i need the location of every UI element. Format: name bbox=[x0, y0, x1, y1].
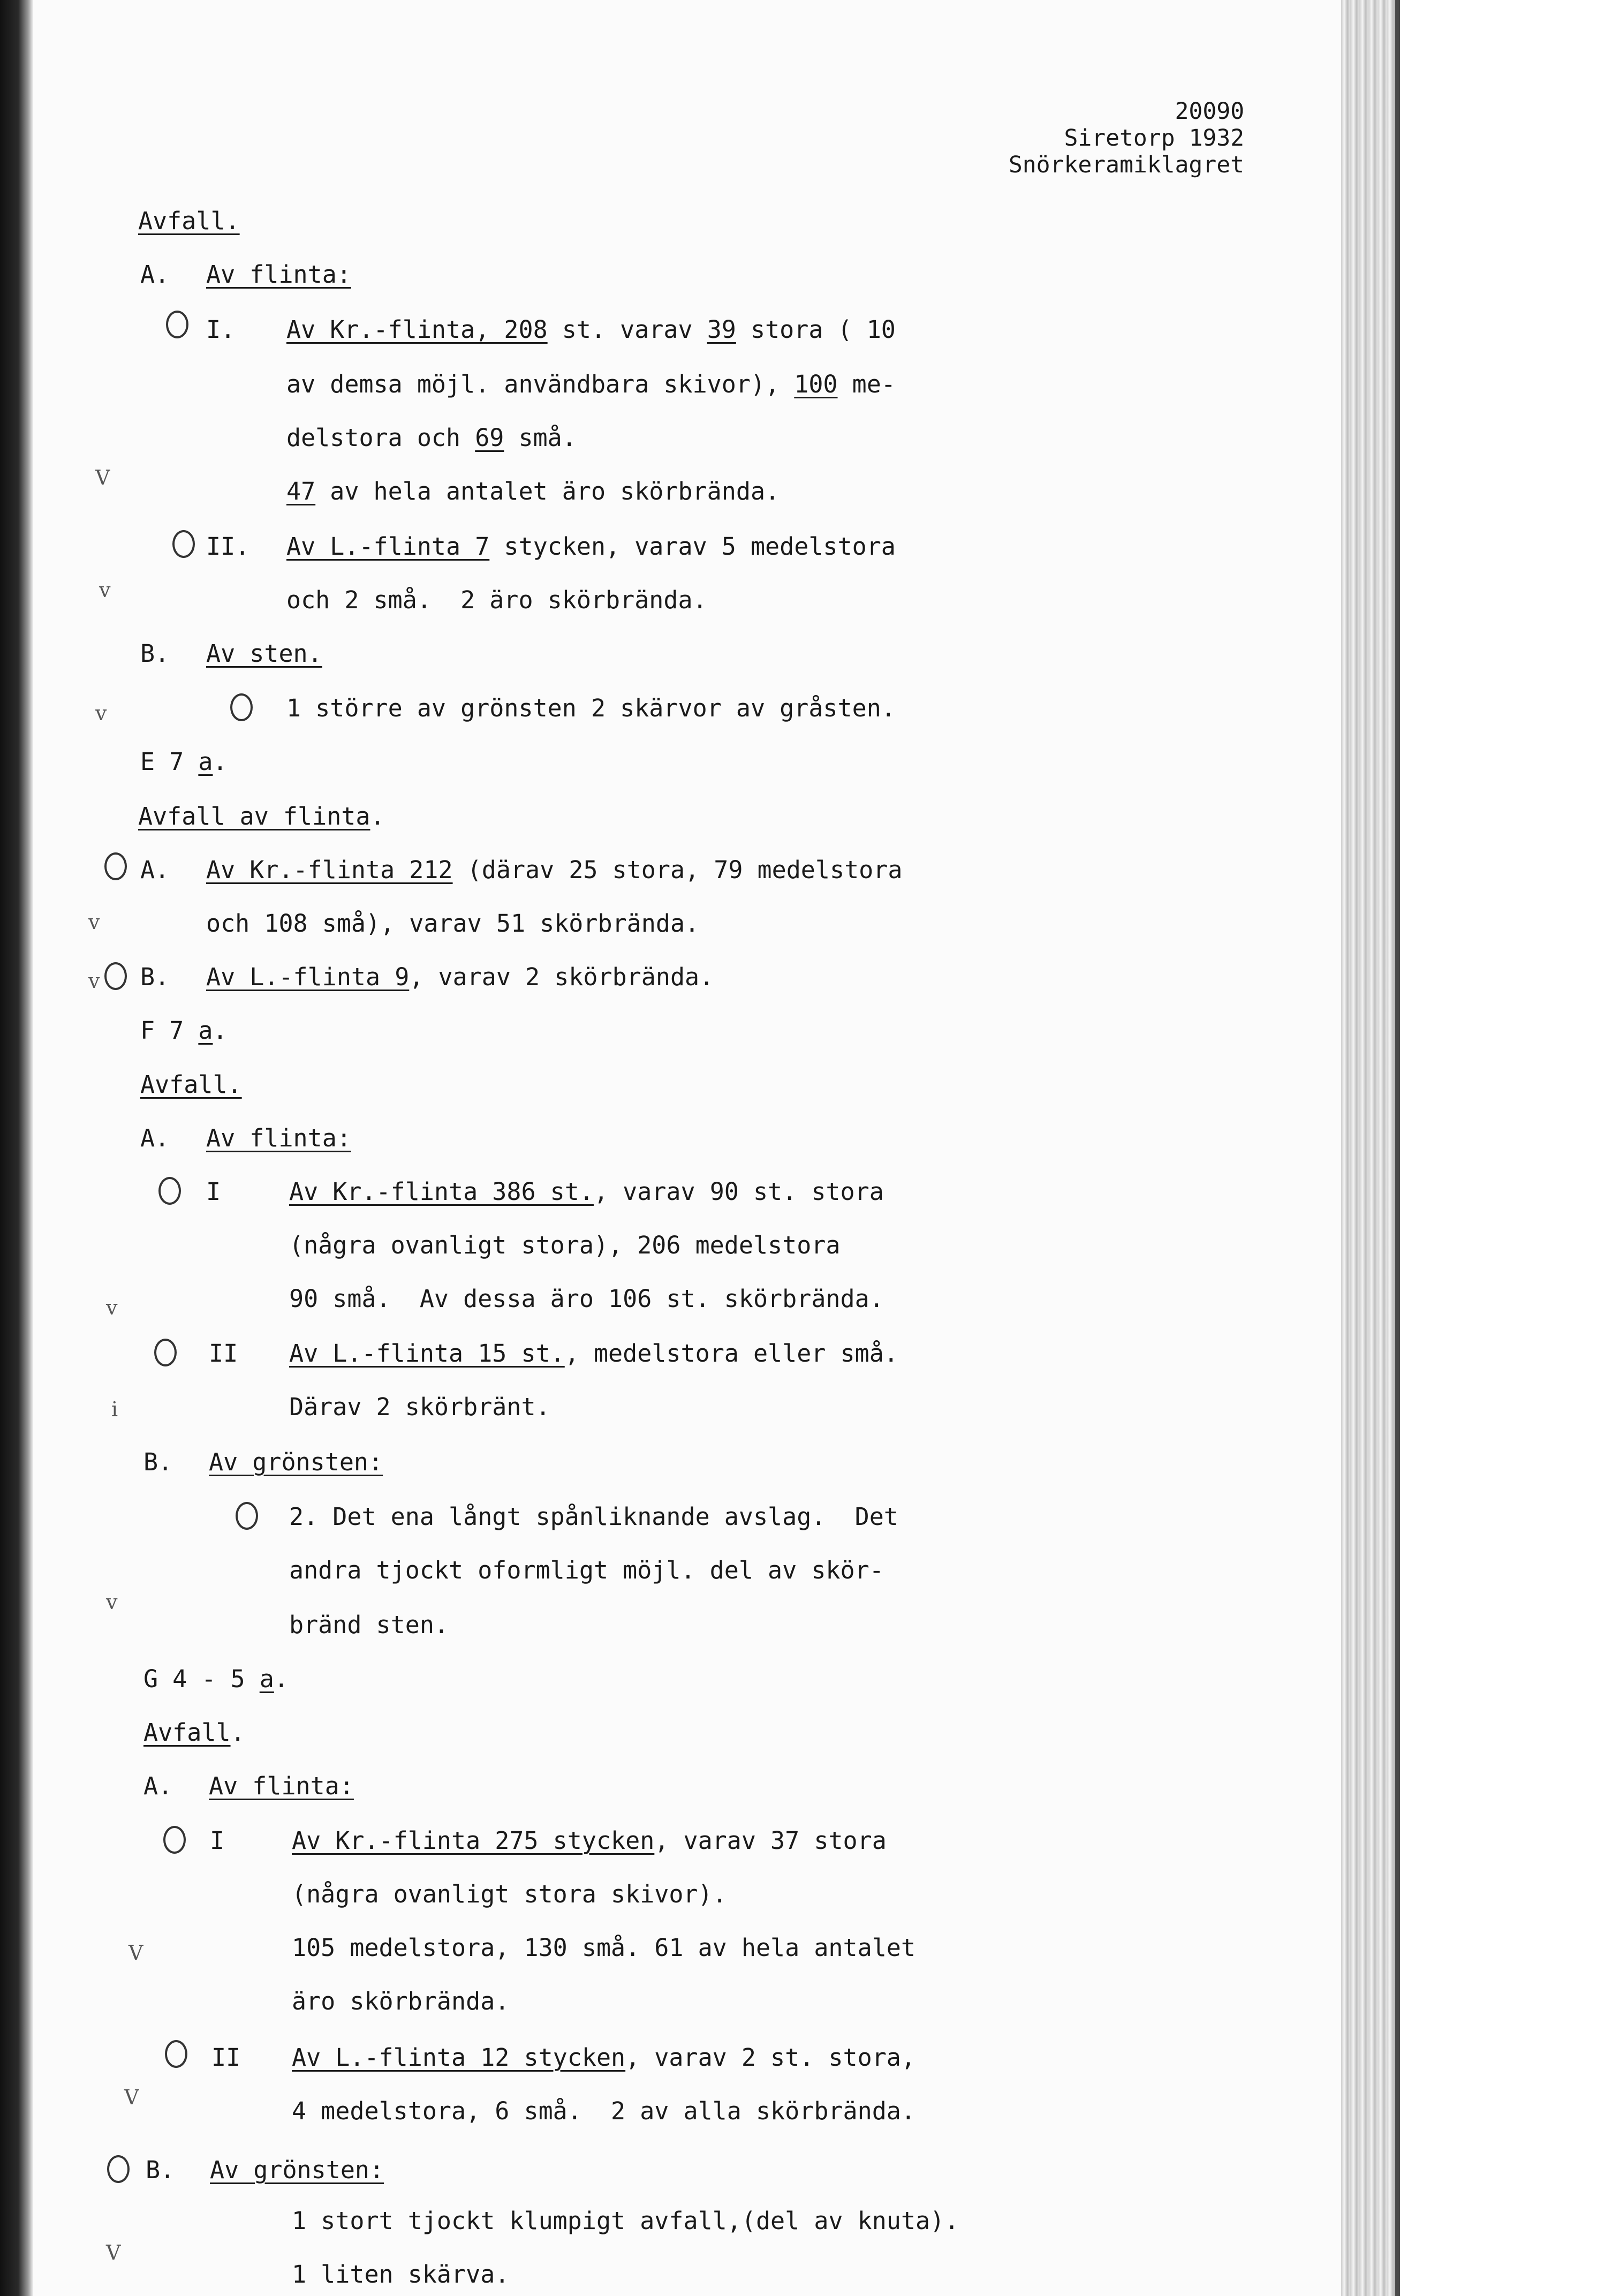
subsection-title: Av grönsten: bbox=[209, 1448, 383, 1476]
circle-mark bbox=[158, 1177, 181, 1205]
section-heading: Avfall. bbox=[140, 1070, 242, 1099]
scan-background bbox=[1400, 0, 1619, 2296]
text-line bbox=[289, 1339, 898, 1369]
subsection-label: B. bbox=[146, 2156, 175, 2184]
underlined-text: Av L.-flinta 15 st. bbox=[289, 1339, 565, 1368]
text-span: av hela antalet äro skörbrända. bbox=[315, 477, 780, 505]
text-line: 105 medelstora, 130 små. 61 av hela antalet bbox=[292, 1934, 916, 1962]
underlined-text: 47 bbox=[286, 477, 316, 505]
text-line: bränd sten. bbox=[289, 1611, 449, 1639]
circle-mark bbox=[163, 1826, 186, 1854]
tick-mark: v bbox=[88, 910, 100, 934]
underlined-text: 100 bbox=[794, 370, 838, 398]
text-span: stycken, varav 5 medelstora bbox=[489, 532, 896, 561]
tick-mark: V bbox=[106, 2241, 121, 2264]
circle-mark bbox=[107, 2155, 130, 2183]
item-label: II bbox=[209, 1339, 238, 1368]
text-line: och 2 små. 2 äro skörbrända. bbox=[286, 586, 707, 614]
circle-mark bbox=[236, 1502, 258, 1530]
subsection-label: B. bbox=[140, 963, 170, 991]
item-label: I. bbox=[206, 315, 236, 344]
text-span: . bbox=[230, 1718, 245, 1747]
text-span: E 7 bbox=[140, 747, 199, 776]
underlined-text: 39 bbox=[707, 315, 736, 344]
underlined-text: Av L.-flinta 12 stycken bbox=[292, 2043, 626, 2072]
text-line bbox=[292, 2043, 916, 2073]
tick-mark: V bbox=[95, 466, 110, 489]
underlined-text: 69 bbox=[475, 424, 504, 452]
text-line: 1 stort tjockt klumpigt avfall,(del av knuta). bbox=[292, 2207, 959, 2235]
text-span: små. bbox=[504, 424, 577, 452]
square-label bbox=[140, 747, 228, 777]
text-line: 1 större av grönsten 2 skärvor av gråsten. bbox=[286, 694, 896, 722]
subsection-label: A. bbox=[140, 260, 170, 289]
text-line bbox=[286, 423, 577, 453]
text-line bbox=[286, 477, 780, 507]
subsection-title: Av grönsten: bbox=[210, 2156, 384, 2184]
text-span: G 4 - 5 bbox=[143, 1665, 260, 1693]
text-line bbox=[206, 855, 902, 885]
square-label bbox=[140, 1016, 228, 1046]
text-span: , medelstora eller små. bbox=[564, 1339, 898, 1368]
text-span: sa möjl. användbara skivor), bbox=[373, 370, 795, 398]
item-label: I bbox=[210, 1826, 225, 1855]
text-line bbox=[289, 1177, 884, 1207]
tick-mark: v bbox=[99, 578, 111, 602]
tick-mark: v bbox=[106, 1590, 118, 1614]
catalog-number: 20090 bbox=[1175, 98, 1244, 125]
tick-mark: V bbox=[124, 2086, 139, 2109]
underlined-text: a bbox=[198, 1016, 213, 1045]
binding-shadow bbox=[0, 0, 33, 2296]
text-span: . bbox=[213, 1016, 228, 1045]
text-line bbox=[286, 315, 896, 345]
section-heading bbox=[143, 1718, 245, 1748]
underlined-text: Avfall bbox=[143, 1718, 231, 1747]
square-label bbox=[143, 1664, 289, 1694]
subsection-label: A. bbox=[143, 1772, 173, 1800]
text-span: . bbox=[213, 747, 228, 776]
text-span: , varav 90 st. stora bbox=[593, 1177, 884, 1206]
text-span: av dem bbox=[286, 370, 374, 398]
text-span: , varav 2 skörbrända. bbox=[409, 963, 714, 991]
text-span: , varav 37 stora bbox=[654, 1826, 887, 1855]
text-line: 2. Det ena långt spånliknande avslag. Det bbox=[289, 1502, 898, 1531]
text-span: stora ( 10 bbox=[736, 315, 896, 344]
underlined-text: a bbox=[198, 747, 213, 776]
tick-mark: v bbox=[88, 969, 100, 993]
text-span: . bbox=[370, 802, 385, 830]
underlined-text: Av Kr.-flinta 386 st. bbox=[289, 1177, 594, 1206]
item-label: II bbox=[211, 2043, 241, 2072]
tick-mark: V bbox=[128, 1941, 143, 1965]
page-edge-rule bbox=[1395, 0, 1400, 2296]
item-label: II. bbox=[206, 532, 250, 561]
text-line: 90 små. Av dessa äro 106 st. skörbrända. bbox=[289, 1285, 884, 1313]
subsection-title: Av sten. bbox=[206, 639, 322, 668]
text-line: 1 liten skärva. bbox=[292, 2260, 510, 2289]
text-span: delstora och bbox=[286, 424, 475, 452]
text-line bbox=[286, 532, 896, 562]
subsection-label: B. bbox=[143, 1448, 173, 1476]
item-label: I bbox=[206, 1177, 221, 1206]
text-line: (några ovanligt stora skivor). bbox=[292, 1880, 727, 1908]
circle-mark bbox=[172, 530, 195, 558]
underlined-text: Av Kr.-flinta 275 stycken bbox=[292, 1826, 655, 1855]
underlined-text: Av Kr.-flinta, 208 bbox=[286, 315, 548, 344]
site-name: Siretorp 1932 bbox=[1064, 125, 1244, 152]
layer-name: Snörkeramiklagret bbox=[1008, 152, 1244, 178]
text-span: me- bbox=[837, 370, 896, 398]
text-line: Därav 2 skörbränt. bbox=[289, 1393, 550, 1421]
subsection-title: Av flinta: bbox=[209, 1772, 354, 1800]
text-span: F 7 bbox=[140, 1016, 199, 1045]
text-line: (några ovanligt stora), 206 medelstora bbox=[289, 1231, 841, 1259]
text-span: (därav 25 stora, 79 medelstora bbox=[452, 856, 903, 884]
circle-mark bbox=[154, 1339, 177, 1366]
subsection-title: Av flinta: bbox=[206, 1124, 351, 1152]
underlined-text: Av L.-flinta 7 bbox=[286, 532, 490, 561]
section-heading: Avfall. bbox=[138, 207, 240, 235]
text-span: . bbox=[274, 1665, 289, 1693]
subsection-label: A. bbox=[140, 1124, 170, 1152]
underlined-text: Av Kr.-flinta 212 bbox=[206, 856, 453, 884]
page-stack-edge bbox=[1341, 0, 1400, 2296]
section-heading bbox=[138, 802, 385, 832]
circle-mark bbox=[230, 693, 253, 721]
circle-mark bbox=[165, 2040, 187, 2068]
circle-mark bbox=[104, 852, 127, 880]
circle-mark bbox=[166, 311, 188, 338]
subsection-label: A. bbox=[140, 856, 170, 884]
text-line: 4 medelstora, 6 små. 2 av alla skörbrända. bbox=[292, 2097, 916, 2125]
underlined-text: Av L.-flinta 9 bbox=[206, 963, 410, 991]
text-line: och 108 små), varav 51 skörbrända. bbox=[206, 909, 700, 938]
subsection-label: B. bbox=[140, 639, 170, 668]
circle-mark bbox=[104, 962, 127, 990]
tick-mark: v bbox=[95, 701, 107, 725]
text-line bbox=[292, 1826, 887, 1856]
text-line bbox=[206, 962, 714, 992]
underlined-text: Avfall av flinta bbox=[138, 802, 370, 830]
text-span: st. varav bbox=[547, 315, 707, 344]
text-line bbox=[286, 369, 896, 399]
text-line: äro skörbrända. bbox=[292, 1987, 510, 2015]
text-line: andra tjockt oformligt möjl. del av skör- bbox=[289, 1556, 884, 1584]
tick-mark: v bbox=[106, 1296, 118, 1319]
subsection-title: Av flinta: bbox=[206, 260, 351, 289]
tick-mark: i bbox=[111, 1398, 118, 1421]
underlined-text: a bbox=[259, 1665, 274, 1693]
text-span: , varav 2 st. stora, bbox=[625, 2043, 916, 2072]
